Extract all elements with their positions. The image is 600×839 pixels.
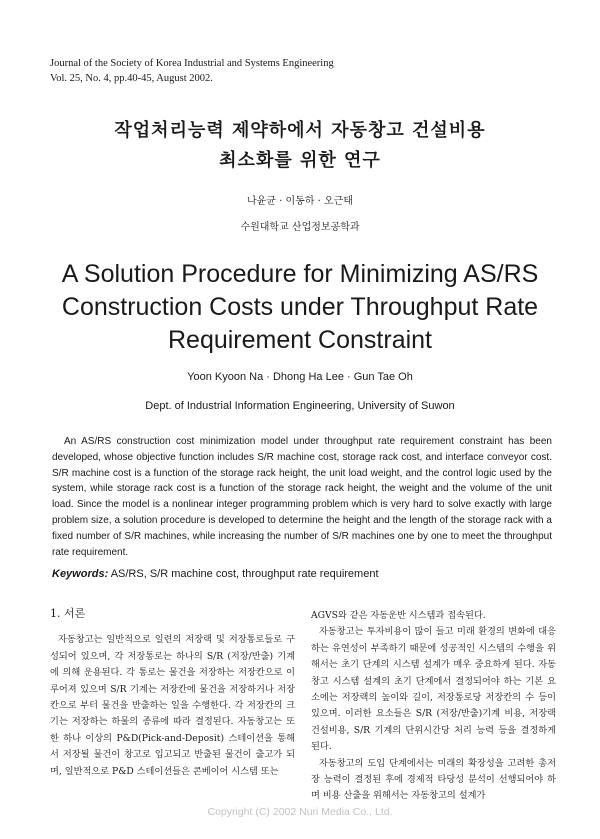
korean-title-line2: 최소화를 위한 연구	[219, 150, 381, 171]
section-heading: 1. 서론	[50, 607, 86, 620]
journal-name: Journal of the Society of Korea Industrial and Systems Engineering	[50, 58, 334, 69]
korean-authors: 나윤균 · 이동하 · 오근태	[246, 196, 353, 207]
abstract: An AS/RS construction cost minimization model under throughput rate requirement constraint has been developed, whose objective function includes S/R machine cost, storage rack cost, and interface conveyor cost. S/R machine cost is a function of the storage rack height, the unit load weight, and the control logic used by the system, while storage rack cost is a function of the storage rack height, the weight and the volume of the unit load. Since the model is a nonlinear integer programming problem which is very hard to solve exactly with large problem size, a solution procedure is developed to determine the height and the length of the storage rack with a fixed number of S/R machines, while increasing the number of S/R machines one by one to meet the throughput rate requirement.	[52, 436, 552, 558]
journal-header	[50, 56, 334, 86]
korean-title	[0, 116, 600, 176]
korean-title-line1: 작업처리능력 제약하에서 자동창고 건설비용	[114, 120, 486, 141]
english-affiliation: Dept. of Industrial Information Engineering, University of Suwon	[145, 400, 455, 412]
english-title-line2: Construction Costs under Throughput Rate	[61, 293, 539, 321]
keywords	[52, 568, 379, 580]
english-title-line3: Requirement Constraint	[167, 326, 432, 354]
body-paragraph: AGVS와 같은 자동운반 시스템과 접속된다.	[311, 610, 486, 621]
english-title	[0, 258, 600, 357]
keywords-text: AS/RS, S/R machine cost, throughput rate requirement	[110, 568, 379, 580]
english-authors: Yoon Kyoon Na · Dhong Ha Lee · Gun Tae Oh	[187, 371, 413, 383]
journal-volume: Vol. 25, No. 4, pp.40-45, August 2002.	[50, 73, 213, 84]
body-paragraph: 자동창고는 일반적으로 일련의 저장랙 및 저장통로들로 구성되어 있으며, 각 저장통로는 하나의 S/R (저장/반출) 기계에 의해 운용된다. 각 통로는 물건을 저장하는 저장칸으로 이루어져 있으며 S/R 기계는 저장칸에 물건을 저장하거나 저장칸으로 부터 물건을 반출하는 일을 수행한다. 각 저장칸의 크기는 저장하는 하물의 종류에 따라 결정된다. 자동창고는 또한 하나 이상의 P&D(Pick-and-Deposit) 스테이션을 통해서 저장될 물건이 창고로 입고되고 반출된 물건이 출고가 되며, 일반적으로 P&D 스테이션들은 콘베이어 시스템 또는	[50, 634, 295, 777]
body-paragraph: 자동창고의 도입 단계에서는 미래의 확장성을 고려한 총저장 능력이 결정된 후에 경제적 타당성 분석이 선행되어야 하며 비용 산출을 위해서는 자동창고의 설계가	[311, 757, 556, 802]
body-left-column	[50, 606, 295, 780]
keywords-label: Keywords:	[52, 568, 109, 580]
body-right-column	[311, 608, 556, 805]
body-paragraph: 자동창고는 투자비용이 많이 들고 미래 환경의 변화에 대응하는 유연성이 부족하기 때문에 성공적인 시스템의 수행을 위해서는 초기 단계의 시스템 설계가 매우 중요하게 된다. 자동창고 시스템 설계의 초기 단계에서 결정되어야 하는 기본 요소에는 저장랙의 높이와 길이, 저장통로당 저장칸의 수 등이 있으며. 이러한 요소들은 S/R (저장/반출)기계 비용, 저장랙 건설비용, S/R 기계의 단위시간당 처리 능력 등을 결정하게 된다.	[311, 626, 556, 753]
copyright-footer: Copyright (C) 2002 Nuri Media Co., Ltd.	[207, 806, 393, 818]
korean-affiliation: 수원대학교 산업정보공학과	[240, 222, 360, 233]
english-title-line1: A Solution Procedure for Minimizing AS/RS	[61, 260, 539, 288]
